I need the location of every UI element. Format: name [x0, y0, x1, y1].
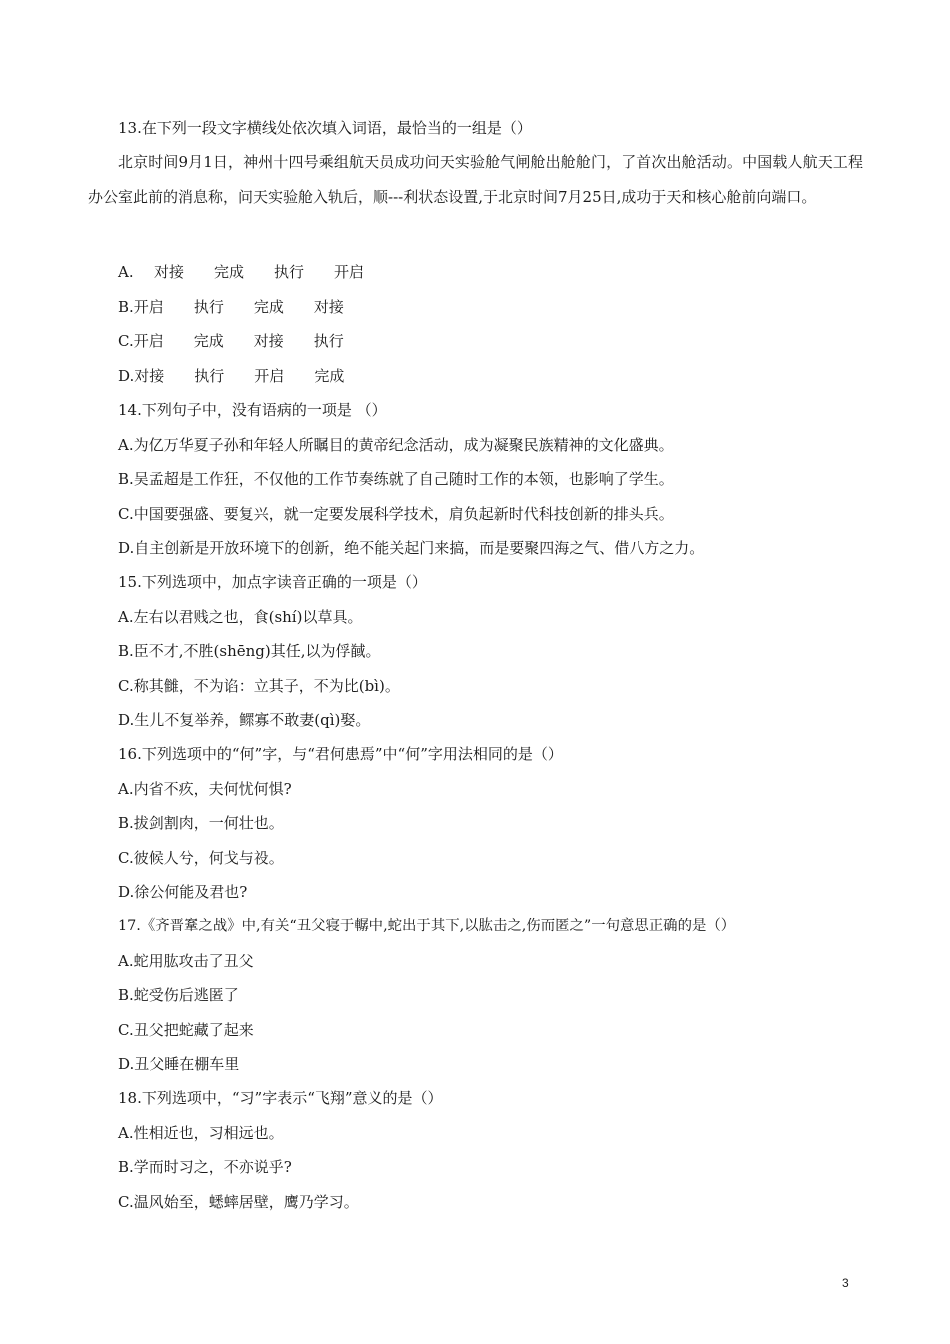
option-word: 开启 — [334, 263, 365, 281]
q13-passage: 北京时间9月1日，神州十四号乘组航天员成功问天实验舱气闸舱出舱舱门，了首次出舱活动。中国载人航天工程办公室此前的消息称，问天实验舱入轨后，顺---利状态设置,于北京时间7月25日,成功于天和核心舱前向端口。 — [88, 153, 863, 206]
q14-stem: 14.下列句子中，没有语病的一项是 （） — [118, 401, 387, 419]
q16-option-a: A.内省不疚，夫何忧何惧? — [118, 780, 292, 798]
option-word: 执行 — [193, 298, 224, 316]
q14-option-d: D.自主创新是开放环境下的创新，绝不能关起门来搞，而是要聚四海之气、借八方之力。 — [118, 539, 705, 557]
option-word: 执行 — [274, 263, 305, 281]
option-word: 开启 — [133, 332, 164, 350]
option-word: 对接 — [154, 263, 185, 281]
option-label: A. — [118, 263, 134, 281]
q13-option-a — [118, 262, 364, 282]
q15-option-c: C.称其雠，不为谄：立其子，不为比(bì)。 — [118, 677, 400, 695]
q18-option-c: C.温风始至，蟋蟀居壁，鹰乃学习。 — [118, 1193, 359, 1211]
option-word: 对接 — [134, 367, 165, 385]
q17-option-d: D.丑父睡在棚车里 — [118, 1055, 240, 1073]
option-word: 开启 — [254, 367, 285, 385]
q16-option-b: B.拔剑割肉，一何壮也。 — [118, 814, 284, 832]
option-label: B. — [118, 298, 134, 316]
q15-option-a: A.左右以君贱之也，食(shí)以草具。 — [118, 608, 363, 626]
option-word: 对接 — [313, 298, 344, 316]
q15-option-d: D.生儿不复举养，鳏寡不敢妻(qì)娶。 — [118, 711, 371, 729]
q14-option-b: B.吴孟超是工作狂，不仅他的工作节奏练就了自己随时工作的本领，也影响了学生。 — [118, 470, 674, 488]
page-number: 3 — [842, 1276, 849, 1290]
q18-option-a: A.性相近也，习相远也。 — [118, 1124, 284, 1142]
q18-option-b: B.学而时习之，不亦说乎? — [118, 1158, 292, 1176]
option-word: 执行 — [313, 332, 344, 350]
q16-option-c: C.彼候人兮，何戈与祋。 — [118, 849, 284, 867]
q15-stem: 15.下列选项中，加点字读音正确的一项是（） — [118, 573, 427, 591]
option-word: 完成 — [193, 332, 224, 350]
q13-stem: 13.在下列一段文字横线处依次填入词语，最恰当的一组是（） — [118, 119, 532, 137]
q17-option-c: C.丑父把蛇藏了起来 — [118, 1021, 254, 1039]
q18-stem: 18.下列选项中，“习”字表示“飞翔”意义的是（） — [118, 1089, 443, 1107]
q15-option-b: B.臣不才,不胜(shēng)其任,以为俘馘。 — [118, 642, 381, 660]
option-word: 执行 — [194, 367, 225, 385]
option-label: D. — [118, 367, 135, 385]
q14-option-a: A.为亿万华夏子孙和年轻人所瞩目的黄帝纪念活动，成为凝聚民族精神的文化盛典。 — [118, 436, 674, 454]
option-word: 完成 — [253, 298, 284, 316]
q17-option-b: B.蛇受伤后逃匿了 — [118, 986, 239, 1004]
option-word: 开启 — [133, 298, 164, 316]
q17-stem: 17.《齐晋鞌之战》中,有关“丑父寝于轏中,蛇出于其下,以肱击之,伤而匿之”一句意思正确的是（） — [118, 918, 736, 934]
q16-option-d: D.徐公何能及君也? — [118, 883, 248, 901]
q17-option-a: A.蛇用肱攻击了丑父 — [118, 952, 254, 970]
q14-option-c: C.中国要强盛、要复兴，就一定要发展科学技术，肩负起新时代科技创新的排头兵。 — [118, 505, 674, 523]
option-label: C. — [118, 332, 134, 350]
option-word: 对接 — [253, 332, 284, 350]
q13-option-d — [118, 366, 344, 386]
option-word: 完成 — [214, 263, 245, 281]
q13-option-c — [118, 331, 344, 351]
q16-stem: 16.下列选项中的“何”字，与“君何患焉”中“何”字用法相同的是（） — [118, 745, 563, 763]
q13-option-b — [118, 297, 344, 317]
option-word: 完成 — [314, 367, 345, 385]
